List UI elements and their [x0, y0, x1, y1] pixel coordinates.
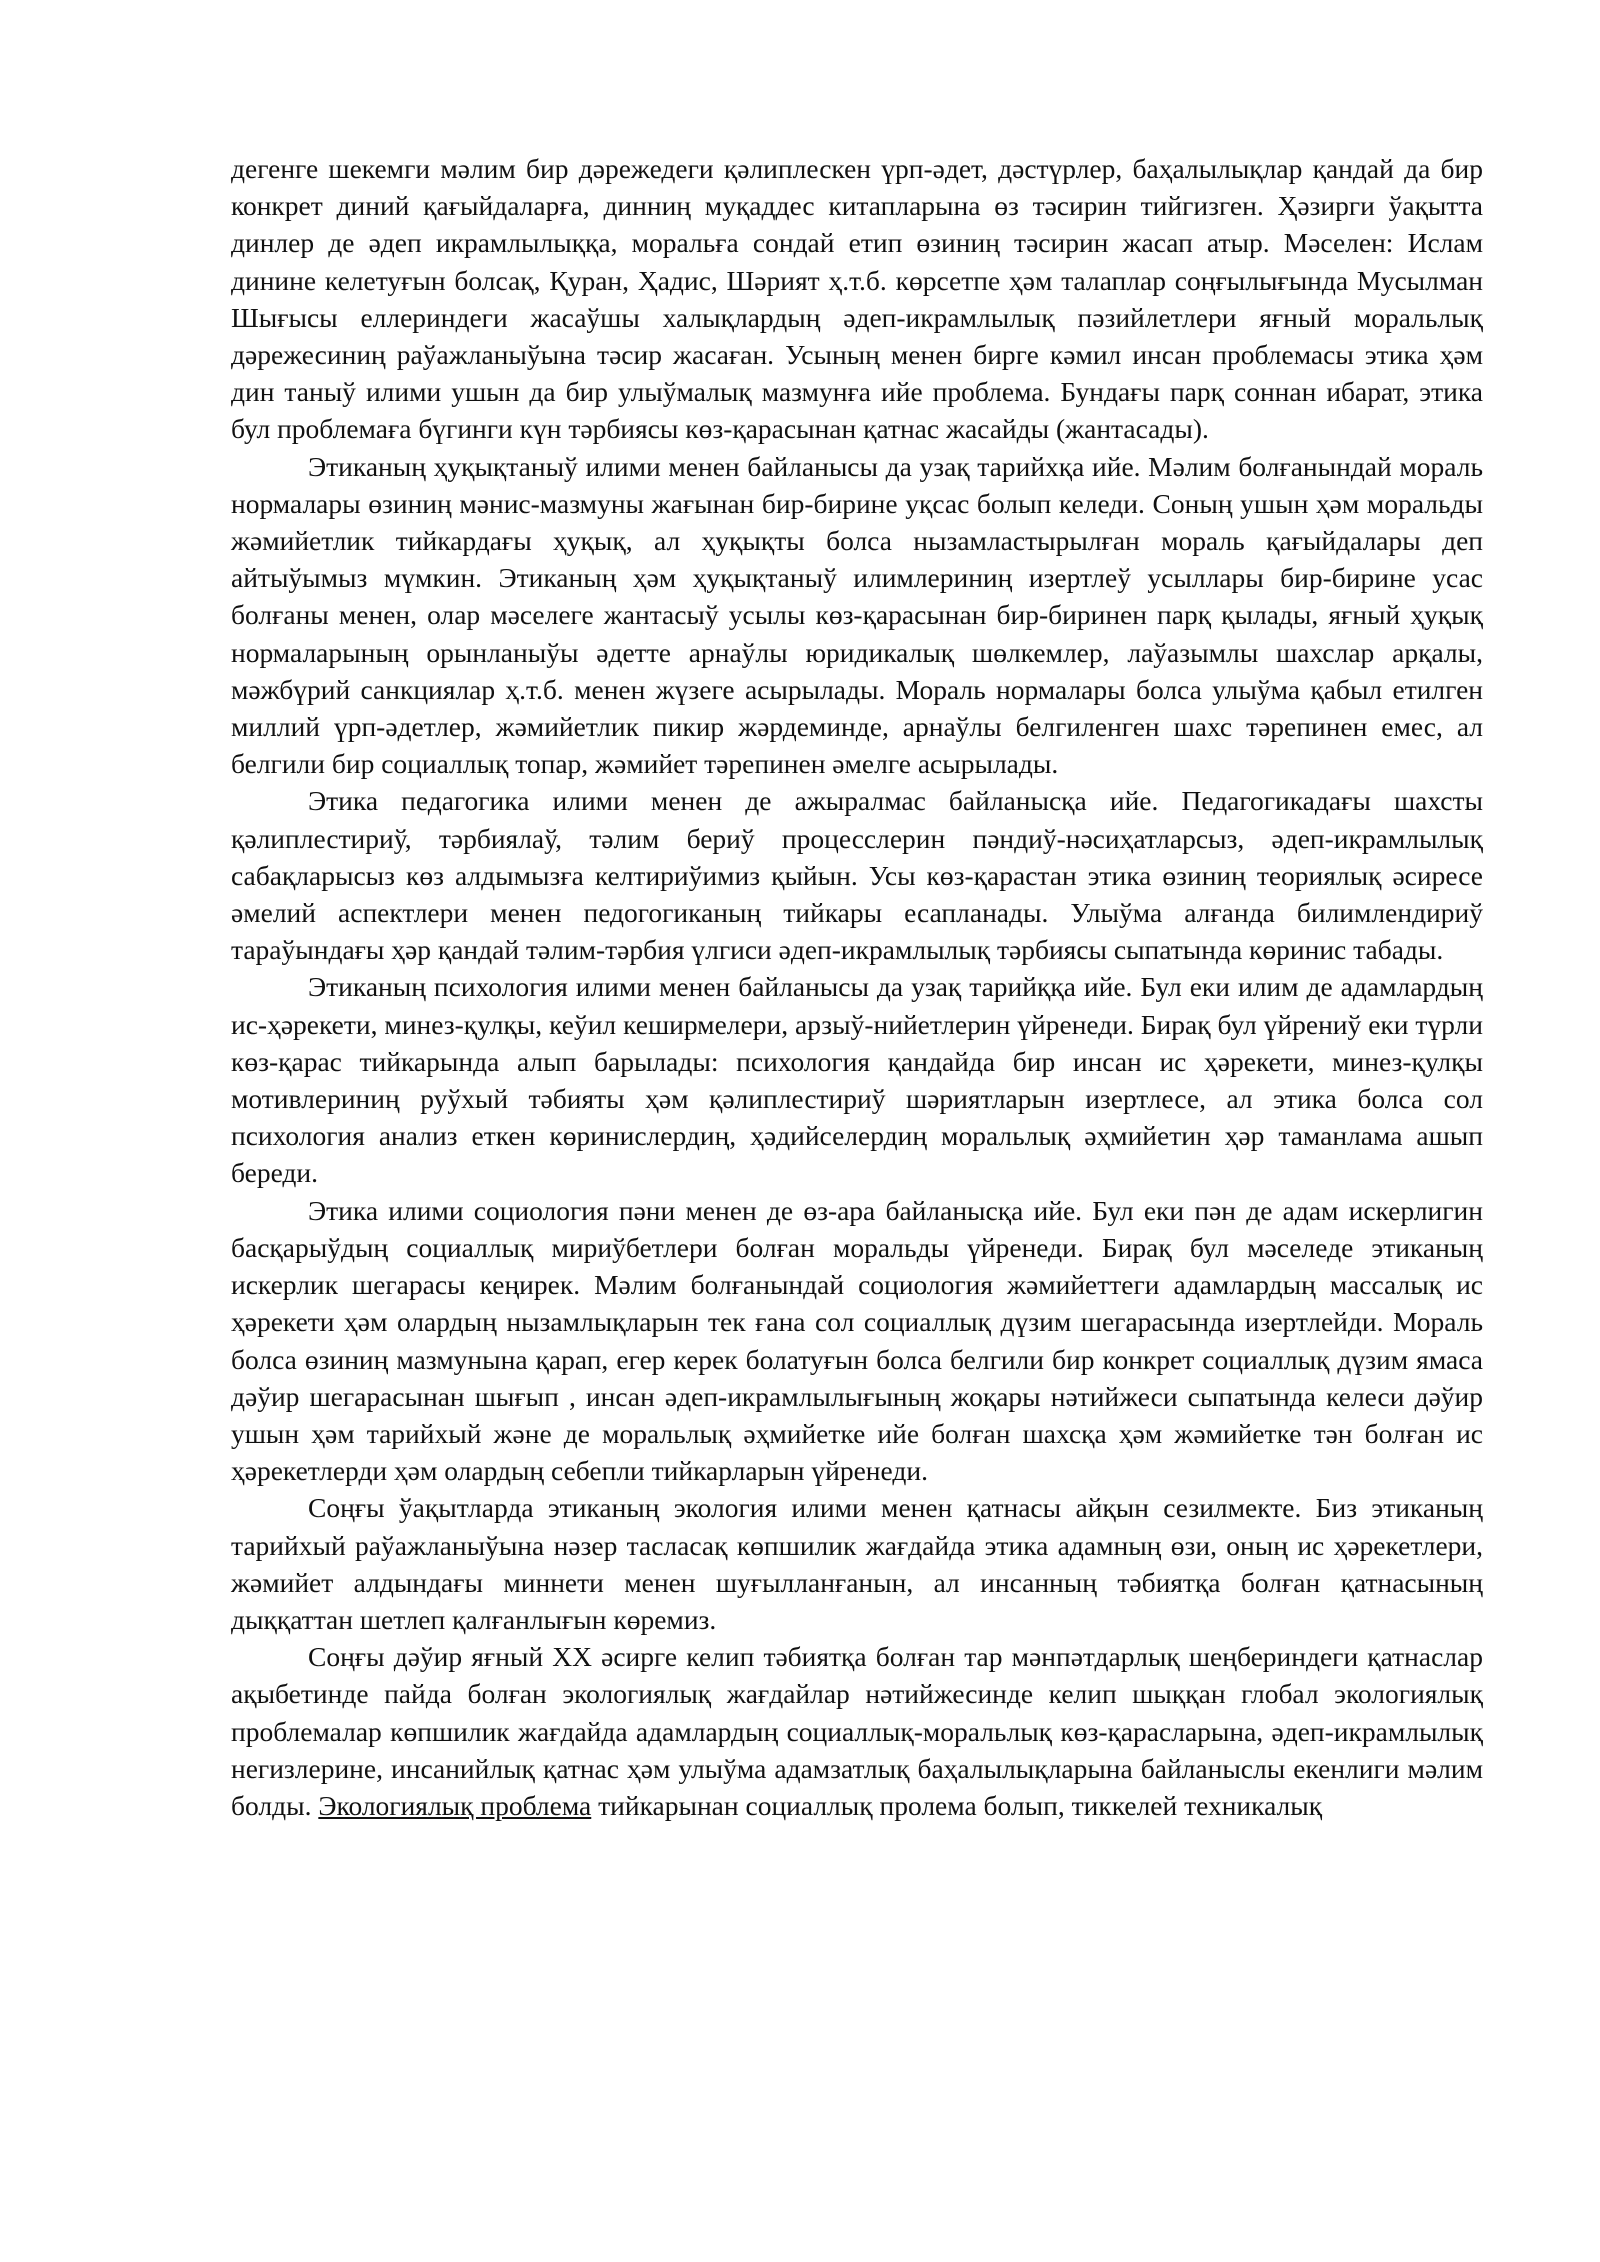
paragraph-6: Соңғы ўақытларда этиканың экология илими менен қатнасы айқын сезилмекте. Биз этиканың тарийхый раўажланыўына нәзер тасласақ көпшилик жағдайда этика адамның өзи, оның ис ҳәрекетлери, жәмийет алдындағы миннети менен шуғылланғанын, ал инсанның тәбиятқа болған қатнасының дыққаттан шетлеп қалғанлығын көремиз. — [231, 1492, 1483, 1635]
document-page — [231, 150, 1483, 1824]
paragraph-4: Этиканың психология илими менен байланысы да узақ тарийққа ийе. Бул еки илим де адамлардың ис-ҳәрекети, минез-қулқы, кеўил кеширмелери, арзыў-нийетлерин үйренеди. Бирақ бул үйрениў еки түрли көз-қарас тийкарында алып барылады: психология қандайда бир инсан ис ҳәрекети, минез-қулқы мотивлериниң руўхый тәбияты ҳәм қәлиплестириў шәриятларын изертлесе, ал этика болса сол психология анализ еткен көринислердиң, ҳәдийселердиң моральлық әҳмийетин ҳәр таманлама ашып береди. — [231, 971, 1483, 1189]
ecology-problem-link[interactable]: Экологиялық проблема — [318, 1789, 592, 1821]
paragraph-2: Этиканың ҳуқықтаныў илими менен байланысы да узақ тарийхқа ийе. Мәлим болғанындай мораль нормалары өзиниң мәнис-мазмуны жағынан бир-бирине уқсас болып келеди. Соның ушын ҳәм моральды жәмийетлик тийкардағы ҳуқық, ал ҳуқықты болса нызамластырылған мораль қағыйдалары деп айтыўымыз мүмкин. Этиканың ҳәм ҳуқықтаныў илимлериниң изертлеў усыллары бир-бирине усас болғаны менен, олар мәселеге жантасыў усылы көз-қарасынан бир-биринен парқ қылады, яғный ҳуқық нормаларының орынланыўы әдетте арнаўлы юридикалық шөлкемлер, лаўазымлы шахслар арқалы, мәжбүрий санкциялар ҳ.т.б. менен жүзеге асырылады. Мораль нормалары болса улыўма қабыл етилген миллий үрп-әдетлер, жәмийетлик пикир жәрдеминде, арнаўлы белгиленген шахс тәрепинен емес, ал белгили бир социаллық топар, жәмийет тәрепинен әмелге асырылады. — [231, 450, 1483, 780]
paragraph-7-text: Соңғы дәўир яғный XX әсирге келип тәбиятқа болған тар мәнпәтдарлық шеңбериндеги қатнаслар ақыбетинде пайда болған экологиялық жағдайлар нәтийжесинде келип шыққан глобал экологиялық проблемалар көпшилик жағдайда адамлардың социаллық-моральлық көз-қарасларына, әдеп-икрамлылық негизлерине, инсанийлық қатнас ҳәм улыўма адамзатлық баҳалылықларына байланыслы екенлиги мәлим болды. — [231, 1641, 1483, 1821]
paragraph-1: дегенге шекемги мәлим бир дәрежедеги қәлиплескен үрп-әдет, дәстүрлер, баҳалылықлар қандай да бир конкрет диний қағыйдаларға, динниң муқаддес китапларына өз тәсирин тийгизген. Ҳәзирги ўақытта динлер де әдеп икрамлылыққа, моральға сондай етип өзиниң тәсирин жасап атыр. Мәселен: Ислам динине келетуғын болсақ, Қуран, Ҳадис, Шәрият ҳ.т.б. көрсетпе ҳәм талаплар соңғылығында Мусылман Шығысы еллериндеги жасаўшы халықлардың әдеп-икрамлылық пәзийлетлери яғный моральлық дәрежесиниң раўажланыўына тәсир жасаған. Усының менен бирге кәмил инсан проблемасы этика ҳәм дин таныў илими ушын да бир улыўмалық мазмунға ийе проблема. Бундағы парқ соннан ибарат, этика бул проблемаға бүгинги күн тәрбиясы көз-қарасынан қатнас жасайды (жантасады). — [231, 153, 1483, 445]
paragraph-3: Этика педагогика илими менен де ажыралмас байланысқа ийе. Педагогикадағы шахсты қәлиплестириў, тәрбиялаў, тәлим бериў процесслерин пәндиў-нәсиҳатларсыз, әдеп-икрамлылық сабақларысыз көз алдымызға келтириўимиз қыйын. Усы көз-қарастан этика өзиниң теориялық әсиресе әмелий аспектлери менен педогогиканың тийкары есапланады. Улыўма алғанда билимлендириў тараўындағы ҳәр қандай тәлим-тәрбия үлгиси әдеп-икрамлылық тәрбиясы сыпатында көринис табады. — [231, 785, 1483, 966]
paragraph-5: Этика илими социология пәни менен де өз-ара байланысқа ийе. Бул еки пән де адам искерлигин басқарыўдың социаллық мириўбетлери болған моральды үйренеди. Бирақ бул мәселеде этиканың искерлик шегарасы кеңирек. Мәлим болғанындай социология жәмийеттеги адамлардың массалық ис ҳәрекети ҳәм олардың нызамлықларын тек ғана сол социаллық дүзим шегарасында изертлейди. Мораль болса өзиниң мазмунына қарап, егер керек болатуғын болса белгили бир конкрет социаллық дүзим ямаса дәўир шегарасынан шығып , инсан әдеп-икрамлылығының жоқары нәтийжеси сыпатында келеси дәўир ушын ҳәм тарийхый және де моральлық әҳмийетке ийе болған шахсқа ҳәм жәмийетке тән болған ис ҳәрекетлерди ҳәм олардың себепли тийкарларын үйренеди. — [231, 1194, 1483, 1487]
paragraph-7 — [231, 1638, 1483, 1824]
paragraph-7-continuation: тийкарынан социаллық пролема болып, тиккелей техникалық — [591, 1789, 1323, 1821]
